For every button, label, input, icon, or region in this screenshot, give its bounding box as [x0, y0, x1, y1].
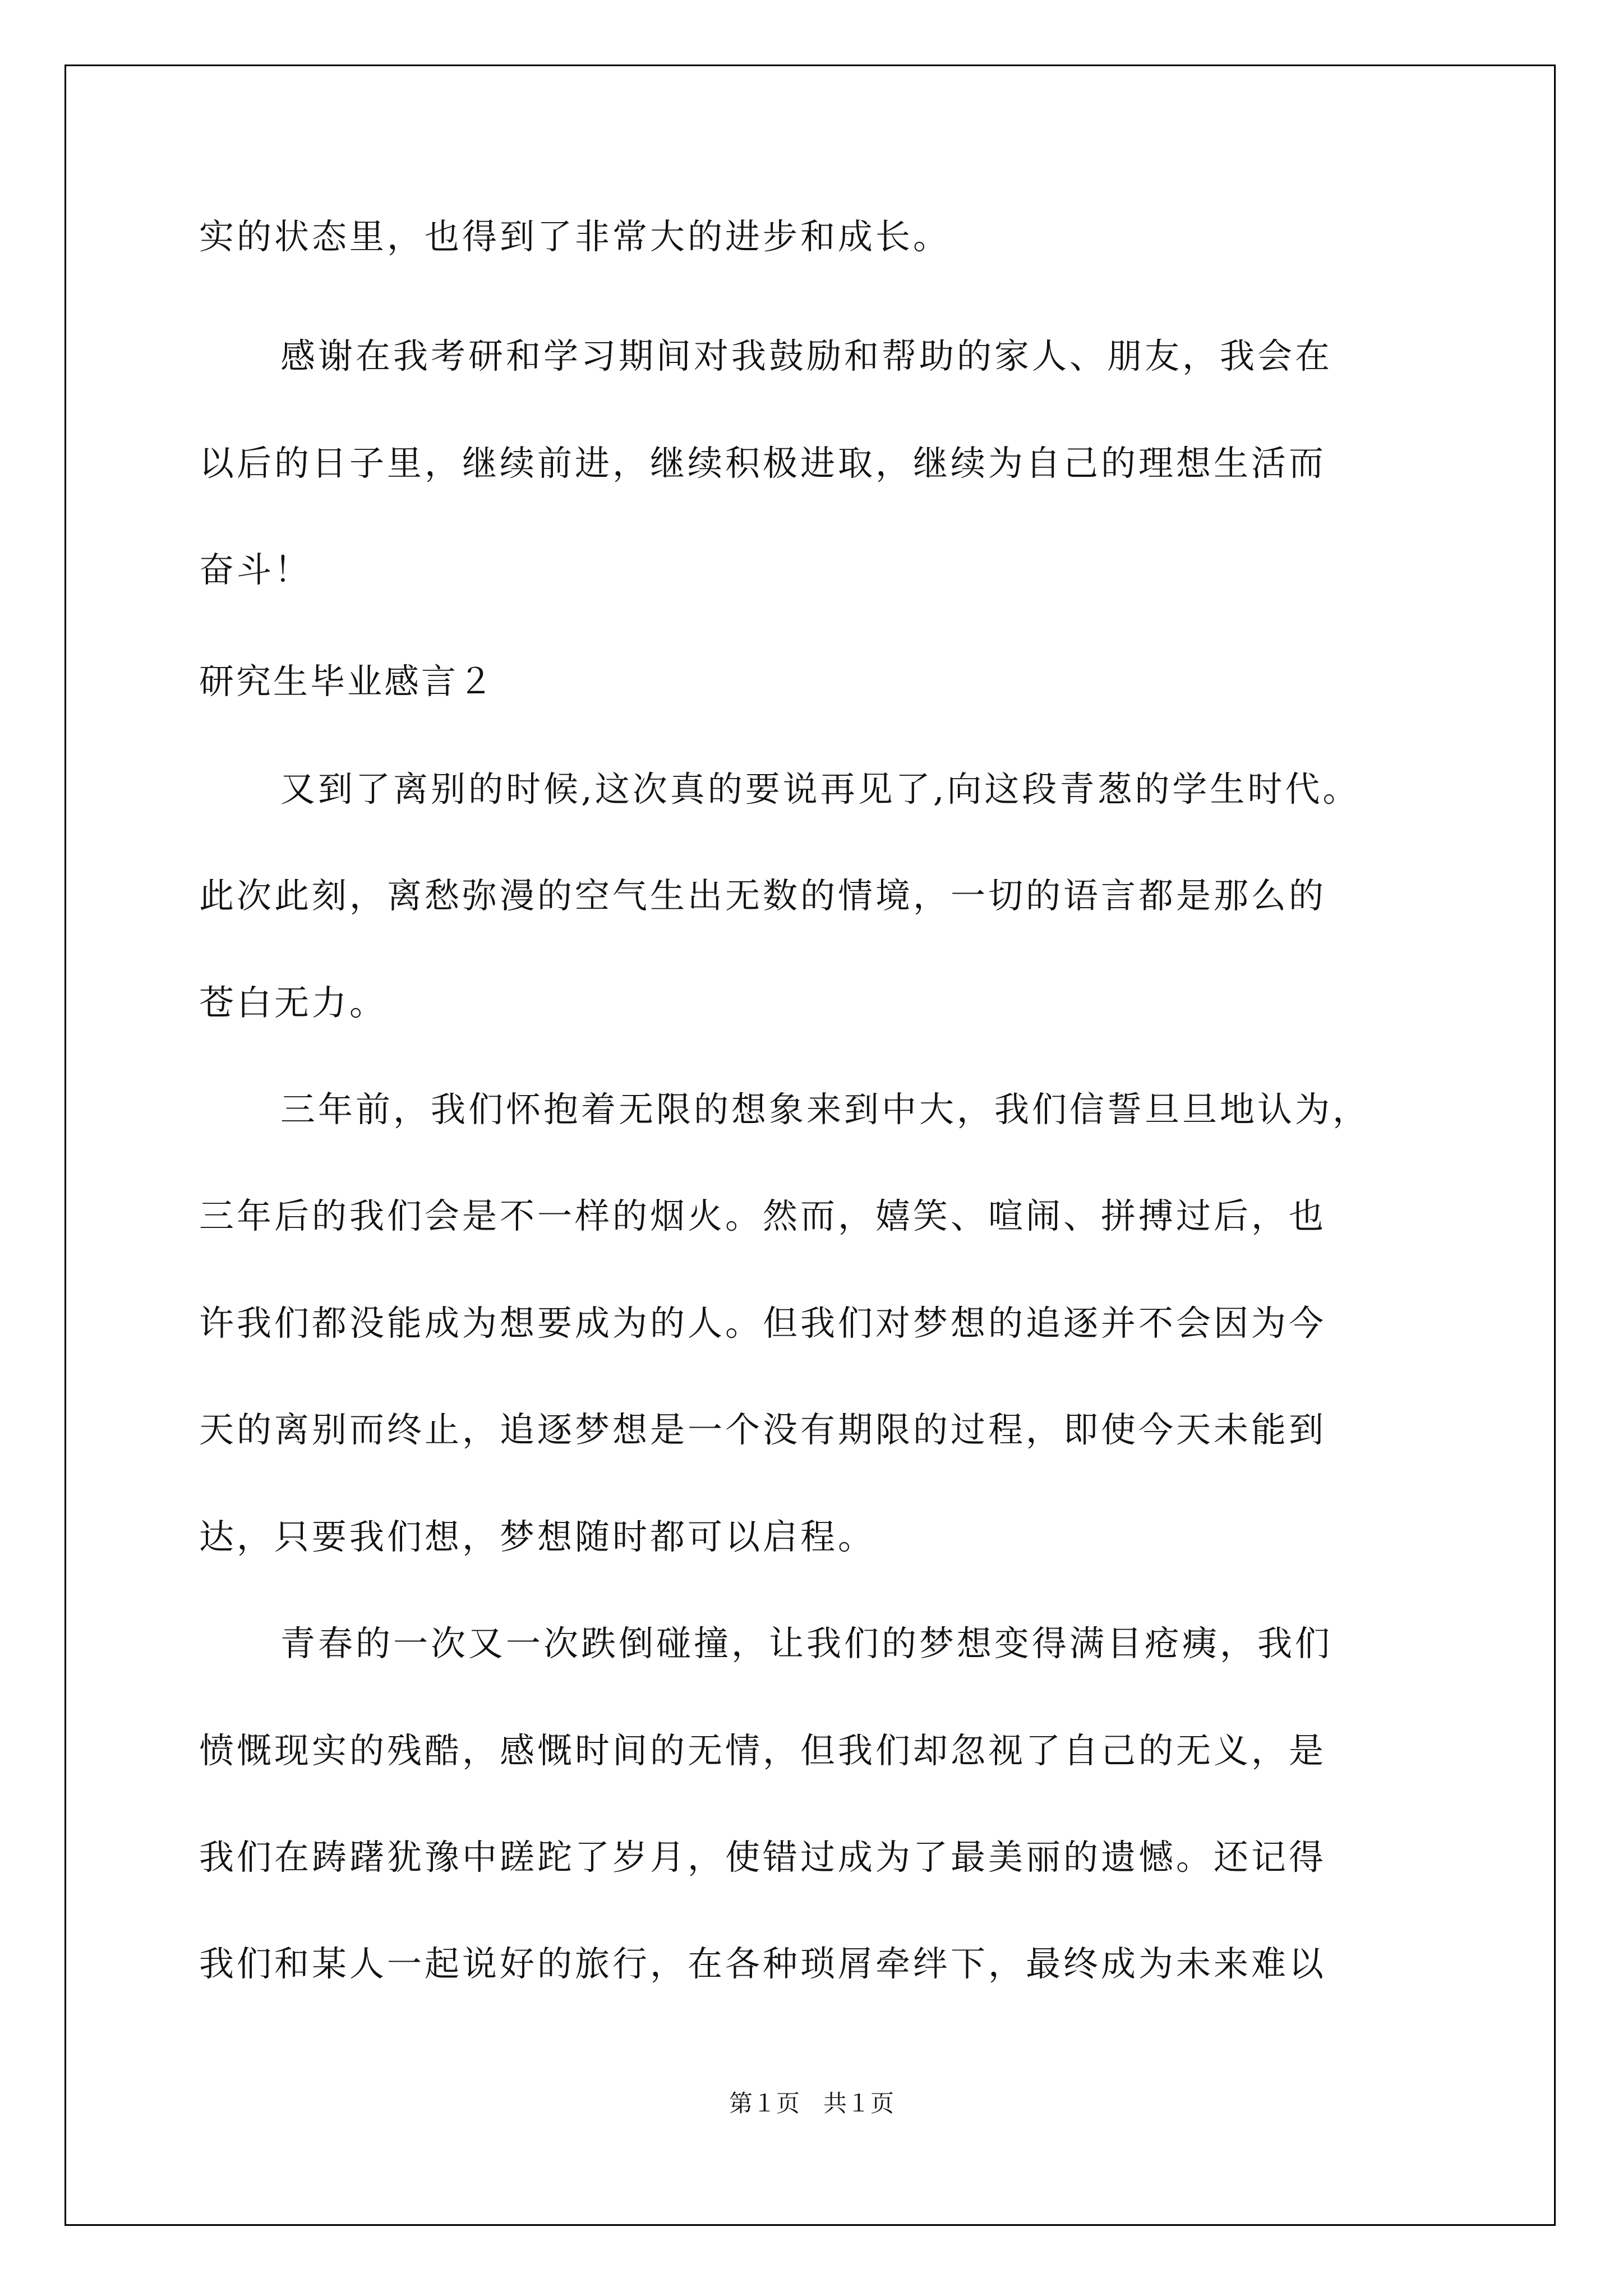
paragraph-first-line: 感谢在我考研和学习期间对我鼓励和帮助的家人、朋友，我会在	[280, 335, 1333, 376]
paragraph-first-line: 又到了离别的时候,这次真的要说再见了,向这段青葱的学生时代。	[280, 769, 1361, 809]
text-line: 奋斗！	[199, 549, 312, 590]
text-line: 以后的日子里，继续前进，继续积极进取，继续为自己的理想生活而	[199, 443, 1327, 484]
text-line: 此次此刻，离愁弥漫的空气生出无数的情境，一切的语言都是那么的	[199, 875, 1327, 916]
text-line: 实的状态里，也得到了非常大的进步和成长。	[199, 216, 951, 257]
text-line: 三年后的我们会是不一样的烟火。然而，嬉笑、喧闹、拼搏过后，也	[199, 1195, 1327, 1236]
text-line: 我们和某人一起说好的旅行，在各种琐屑牵绊下，最终成为未来难以	[199, 1943, 1327, 1984]
text-line: 我们在踌躇犹豫中蹉跎了岁月，使错过成为了最美丽的遗憾。还记得	[199, 1837, 1327, 1878]
page-border	[64, 65, 1556, 2226]
text-line: 天的离别而终止，追逐梦想是一个没有期限的过程，即使今天未能到	[199, 1409, 1327, 1450]
section-heading: 研究生毕业感言２	[199, 661, 496, 702]
text-line: 苍白无力。	[199, 982, 388, 1023]
paragraph-first-line: 青春的一次又一次跌倒碰撞，让我们的梦想变得满目疮痍，我们	[280, 1623, 1333, 1664]
text-line: 许我们都没能成为想要成为的人。但我们对梦想的追逐并不会因为今	[199, 1303, 1327, 1343]
paragraph-first-line: 三年前，我们怀抱着无限的想象来到中大，我们信誓旦旦地认为，	[280, 1089, 1371, 1130]
page-footer: 第１页 共１页	[728, 2090, 894, 2117]
text-line: 达，只要我们想，梦想随时都可以启程。	[199, 1516, 876, 1557]
text-line: 愤慨现实的残酷，感慨时间的无情，但我们却忽视了自己的无义，是	[199, 1730, 1327, 1771]
